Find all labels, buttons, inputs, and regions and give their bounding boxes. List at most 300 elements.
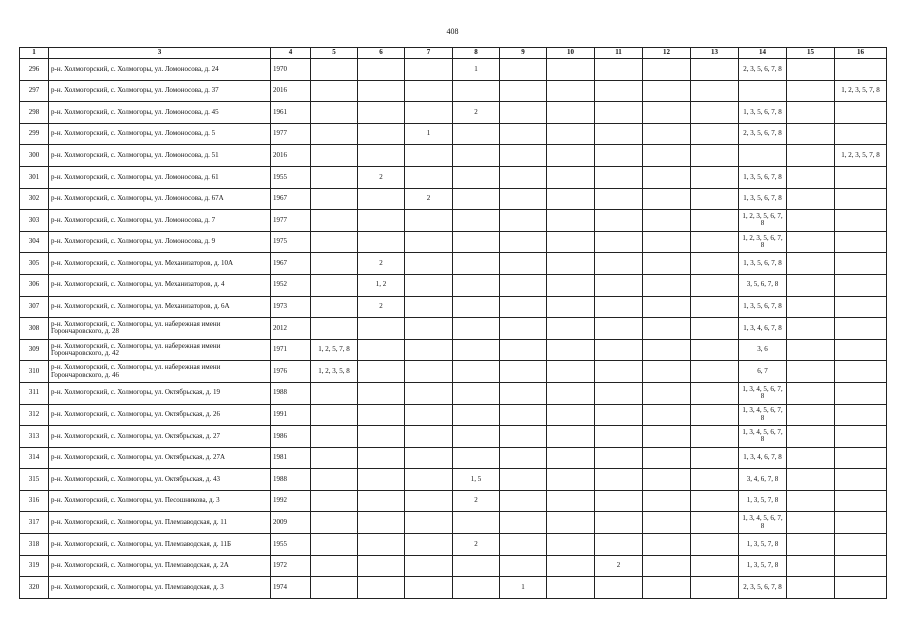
column-5-cell <box>311 555 358 577</box>
column-7-cell: 2 <box>405 188 453 210</box>
column-16-cell <box>835 253 887 275</box>
column-10-cell <box>547 577 595 599</box>
column-header: 12 <box>643 48 691 59</box>
column-7-cell <box>405 447 453 469</box>
column-14-cell <box>739 80 787 102</box>
address-cell: р-н. Холмогорский, с. Холмогоры, ул. Ломоносова, д. 45 <box>49 102 271 124</box>
row-number-cell: 310 <box>20 361 49 383</box>
column-5-cell <box>311 102 358 124</box>
column-11-cell <box>595 339 643 361</box>
column-10-cell <box>547 318 595 340</box>
column-11-cell <box>595 382 643 404</box>
address-cell: р-н. Холмогорский, с. Холмогоры, ул. Песошникова, д. 3 <box>49 490 271 512</box>
column-14-cell: 1, 2, 3, 5, 6, 7, 8 <box>739 210 787 232</box>
column-6-cell <box>358 318 405 340</box>
column-9-cell <box>500 447 547 469</box>
column-header: 16 <box>835 48 887 59</box>
address-cell: р-н. Холмогорский, с. Холмогоры, ул. Племзаводская, д. 2А <box>49 555 271 577</box>
column-10-cell <box>547 361 595 383</box>
column-12-cell <box>643 318 691 340</box>
column-7-cell <box>405 339 453 361</box>
column-15-cell <box>787 210 835 232</box>
column-13-cell <box>691 555 739 577</box>
column-8-cell <box>453 188 500 210</box>
column-11-cell <box>595 296 643 318</box>
address-cell: р-н. Холмогорский, с. Холмогоры, ул. Племзаводская, д. 11Б <box>49 534 271 556</box>
column-15-cell <box>787 253 835 275</box>
column-15-cell <box>787 102 835 124</box>
row-number-cell: 304 <box>20 231 49 253</box>
column-5-cell <box>311 512 358 534</box>
table-row <box>20 166 887 188</box>
row-number-cell: 309 <box>20 339 49 361</box>
column-12-cell <box>643 339 691 361</box>
column-5-cell <box>311 404 358 426</box>
column-12-cell <box>643 490 691 512</box>
column-16-cell: 1, 2, 3, 5, 7, 8 <box>835 80 887 102</box>
column-10-cell <box>547 123 595 145</box>
column-13-cell <box>691 534 739 556</box>
column-5-cell <box>311 253 358 275</box>
address-cell: р-н. Холмогорский, с. Холмогоры, ул. Ломоносова, д. 51 <box>49 145 271 167</box>
table-row <box>20 447 887 469</box>
table-row <box>20 102 887 124</box>
column-13-cell <box>691 512 739 534</box>
table-row <box>20 534 887 556</box>
column-8-cell <box>453 318 500 340</box>
column-6-cell <box>358 512 405 534</box>
column-14-cell: 1, 3, 4, 5, 6, 7, 8 <box>739 382 787 404</box>
column-8-cell <box>453 274 500 296</box>
column-13-cell <box>691 426 739 448</box>
row-number-cell: 312 <box>20 404 49 426</box>
column-5-cell <box>311 296 358 318</box>
column-12-cell <box>643 253 691 275</box>
column-6-cell <box>358 145 405 167</box>
header-row <box>20 48 887 59</box>
column-9-cell <box>500 534 547 556</box>
year-cell: 1955 <box>271 166 311 188</box>
row-number-cell: 303 <box>20 210 49 232</box>
column-15-cell <box>787 404 835 426</box>
column-15-cell <box>787 274 835 296</box>
column-10-cell <box>547 404 595 426</box>
column-14-cell: 1, 3, 5, 6, 7, 8 <box>739 253 787 275</box>
column-13-cell <box>691 490 739 512</box>
column-10-cell <box>547 426 595 448</box>
column-7-cell <box>405 296 453 318</box>
column-5-cell <box>311 145 358 167</box>
column-10-cell <box>547 102 595 124</box>
column-13-cell <box>691 80 739 102</box>
column-13-cell <box>691 447 739 469</box>
column-9-cell <box>500 231 547 253</box>
column-14-cell: 2, 3, 5, 6, 7, 8 <box>739 123 787 145</box>
table-row <box>20 361 887 383</box>
column-16-cell <box>835 188 887 210</box>
column-11-cell <box>595 123 643 145</box>
column-6-cell <box>358 188 405 210</box>
year-cell: 1986 <box>271 426 311 448</box>
column-12-cell <box>643 145 691 167</box>
column-14-cell: 3, 6 <box>739 339 787 361</box>
column-13-cell <box>691 123 739 145</box>
year-cell: 2016 <box>271 80 311 102</box>
column-7-cell <box>405 80 453 102</box>
column-14-cell: 1, 3, 4, 5, 6, 7, 8 <box>739 426 787 448</box>
page-number: 408 <box>446 27 459 36</box>
column-15-cell <box>787 490 835 512</box>
column-6-cell <box>358 59 405 81</box>
column-8-cell <box>453 555 500 577</box>
table-row <box>20 577 887 599</box>
column-10-cell <box>547 59 595 81</box>
column-8-cell <box>453 123 500 145</box>
column-13-cell <box>691 166 739 188</box>
address-cell: р-н. Холмогорский, с. Холмогоры, ул. Ломоносова, д. 24 <box>49 59 271 81</box>
column-15-cell <box>787 318 835 340</box>
column-15-cell <box>787 426 835 448</box>
column-8-cell <box>453 361 500 383</box>
table-row <box>20 80 887 102</box>
column-9-cell <box>500 102 547 124</box>
column-14-cell: 1, 3, 5, 6, 7, 8 <box>739 166 787 188</box>
column-16-cell <box>835 318 887 340</box>
address-cell: р-н. Холмогорский, с. Холмогоры, ул. Ломоносова, д. 9 <box>49 231 271 253</box>
column-12-cell <box>643 426 691 448</box>
column-6-cell <box>358 382 405 404</box>
column-9-cell <box>500 512 547 534</box>
column-6-cell <box>358 490 405 512</box>
column-13-cell <box>691 577 739 599</box>
column-16-cell <box>835 339 887 361</box>
column-14-cell: 1, 3, 5, 6, 7, 8 <box>739 296 787 318</box>
column-6-cell <box>358 339 405 361</box>
column-11-cell <box>595 274 643 296</box>
column-15-cell <box>787 469 835 491</box>
column-16-cell <box>835 382 887 404</box>
column-6-cell <box>358 577 405 599</box>
column-15-cell <box>787 296 835 318</box>
column-5-cell <box>311 382 358 404</box>
year-cell: 2012 <box>271 318 311 340</box>
column-15-cell <box>787 145 835 167</box>
year-cell: 1955 <box>271 534 311 556</box>
column-7-cell <box>405 166 453 188</box>
column-12-cell <box>643 123 691 145</box>
column-16-cell <box>835 512 887 534</box>
column-16-cell: 1, 2, 3, 5, 7, 8 <box>835 145 887 167</box>
row-number-cell: 300 <box>20 145 49 167</box>
column-7-cell <box>405 490 453 512</box>
column-15-cell <box>787 123 835 145</box>
column-15-cell <box>787 512 835 534</box>
column-8-cell: 2 <box>453 534 500 556</box>
column-12-cell <box>643 404 691 426</box>
address-cell: р-н. Холмогорский, с. Холмогоры, ул. Октябрьская, д. 26 <box>49 404 271 426</box>
year-cell: 1973 <box>271 296 311 318</box>
address-cell: р-н. Холмогорский, с. Холмогоры, ул. Механизаторов, д. 6А <box>49 296 271 318</box>
column-9-cell <box>500 210 547 232</box>
row-number-cell: 298 <box>20 102 49 124</box>
column-10-cell <box>547 534 595 556</box>
column-13-cell <box>691 274 739 296</box>
column-6-cell <box>358 210 405 232</box>
column-15-cell <box>787 166 835 188</box>
column-13-cell <box>691 469 739 491</box>
column-7-cell <box>405 145 453 167</box>
year-cell: 1961 <box>271 102 311 124</box>
address-cell: р-н. Холмогорский, с. Холмогоры, ул. Ломоносова, д. 37 <box>49 80 271 102</box>
column-6-cell <box>358 426 405 448</box>
column-14-cell: 1, 3, 4, 5, 6, 7, 8 <box>739 404 787 426</box>
address-cell: р-н. Холмогорский, с. Холмогоры, ул. набережная имени Горончаровского, д. 28 <box>49 318 271 340</box>
column-6-cell <box>358 534 405 556</box>
year-cell: 2009 <box>271 512 311 534</box>
column-11-cell <box>595 253 643 275</box>
column-8-cell <box>453 382 500 404</box>
column-7-cell <box>405 512 453 534</box>
column-11-cell <box>595 318 643 340</box>
housing-table <box>19 47 887 599</box>
column-9-cell <box>500 426 547 448</box>
address-cell: р-н. Холмогорский, с. Холмогоры, ул. Механизаторов, д. 10А <box>49 253 271 275</box>
column-6-cell <box>358 404 405 426</box>
column-16-cell <box>835 534 887 556</box>
address-cell: р-н. Холмогорский, с. Холмогоры, ул. Октябрьская, д. 27А <box>49 447 271 469</box>
column-13-cell <box>691 145 739 167</box>
column-14-cell: 3, 4, 6, 7, 8 <box>739 469 787 491</box>
column-10-cell <box>547 296 595 318</box>
column-16-cell <box>835 231 887 253</box>
column-7-cell <box>405 59 453 81</box>
column-16-cell <box>835 166 887 188</box>
column-12-cell <box>643 361 691 383</box>
column-10-cell <box>547 253 595 275</box>
address-cell: р-н. Холмогорский, с. Холмогоры, ул. Ломоносова, д. 67А <box>49 188 271 210</box>
table-row <box>20 382 887 404</box>
table-row <box>20 231 887 253</box>
row-number-cell: 301 <box>20 166 49 188</box>
address-cell: р-н. Холмогорский, с. Холмогоры, ул. набережная имени Горончаровского, д. 42 <box>49 339 271 361</box>
column-16-cell <box>835 59 887 81</box>
year-cell: 1976 <box>271 361 311 383</box>
table-row <box>20 274 887 296</box>
column-10-cell <box>547 490 595 512</box>
column-11-cell <box>595 188 643 210</box>
column-11-cell <box>595 490 643 512</box>
address-cell: р-н. Холмогорский, с. Холмогоры, ул. Племзаводская, д. 3 <box>49 577 271 599</box>
column-10-cell <box>547 469 595 491</box>
column-5-cell <box>311 188 358 210</box>
column-13-cell <box>691 361 739 383</box>
column-9-cell <box>500 296 547 318</box>
address-cell: р-н. Холмогорский, с. Холмогоры, ул. Октябрьская, д. 19 <box>49 382 271 404</box>
column-13-cell <box>691 231 739 253</box>
column-6-cell: 2 <box>358 166 405 188</box>
column-11-cell <box>595 447 643 469</box>
column-9-cell <box>500 469 547 491</box>
column-9-cell <box>500 361 547 383</box>
row-number-cell: 316 <box>20 490 49 512</box>
year-cell: 1972 <box>271 555 311 577</box>
column-14-cell: 1, 3, 5, 6, 7, 8 <box>739 188 787 210</box>
column-16-cell <box>835 426 887 448</box>
column-9-cell <box>500 166 547 188</box>
year-cell: 1977 <box>271 123 311 145</box>
column-5-cell <box>311 318 358 340</box>
table-row <box>20 339 887 361</box>
column-16-cell <box>835 361 887 383</box>
column-header: 8 <box>453 48 500 59</box>
column-15-cell <box>787 577 835 599</box>
row-number-cell: 320 <box>20 577 49 599</box>
column-15-cell <box>787 188 835 210</box>
column-7-cell <box>405 253 453 275</box>
column-header: 3 <box>49 48 271 59</box>
column-7-cell <box>405 469 453 491</box>
column-12-cell <box>643 512 691 534</box>
column-12-cell <box>643 210 691 232</box>
year-cell: 1967 <box>271 188 311 210</box>
column-header: 7 <box>405 48 453 59</box>
column-7-cell <box>405 404 453 426</box>
column-10-cell <box>547 512 595 534</box>
column-header: 5 <box>311 48 358 59</box>
column-7-cell: 1 <box>405 123 453 145</box>
column-6-cell <box>358 102 405 124</box>
table-row <box>20 318 887 340</box>
column-13-cell <box>691 188 739 210</box>
column-10-cell <box>547 80 595 102</box>
table-row <box>20 426 887 448</box>
table-body <box>20 59 887 599</box>
column-8-cell <box>453 577 500 599</box>
column-9-cell <box>500 59 547 81</box>
column-7-cell <box>405 361 453 383</box>
column-header: 6 <box>358 48 405 59</box>
column-14-cell: 1, 3, 5, 7, 8 <box>739 490 787 512</box>
year-cell: 1967 <box>271 253 311 275</box>
column-11-cell <box>595 166 643 188</box>
column-9-cell <box>500 555 547 577</box>
column-header: 11 <box>595 48 643 59</box>
column-5-cell <box>311 577 358 599</box>
column-8-cell: 2 <box>453 490 500 512</box>
table-row <box>20 404 887 426</box>
column-13-cell <box>691 210 739 232</box>
column-7-cell <box>405 210 453 232</box>
column-12-cell <box>643 577 691 599</box>
column-8-cell <box>453 166 500 188</box>
column-11-cell <box>595 210 643 232</box>
column-10-cell <box>547 231 595 253</box>
column-9-cell <box>500 123 547 145</box>
year-cell: 1970 <box>271 59 311 81</box>
column-14-cell: 2, 3, 5, 6, 7, 8 <box>739 577 787 599</box>
column-6-cell <box>358 469 405 491</box>
row-number-cell: 306 <box>20 274 49 296</box>
row-number-cell: 302 <box>20 188 49 210</box>
year-cell: 2016 <box>271 145 311 167</box>
column-5-cell <box>311 426 358 448</box>
column-13-cell <box>691 404 739 426</box>
column-8-cell: 1 <box>453 59 500 81</box>
column-11-cell <box>595 102 643 124</box>
column-12-cell <box>643 555 691 577</box>
column-10-cell <box>547 145 595 167</box>
column-10-cell <box>547 274 595 296</box>
column-12-cell <box>643 166 691 188</box>
column-14-cell: 1, 2, 3, 5, 6, 7, 8 <box>739 231 787 253</box>
column-10-cell <box>547 555 595 577</box>
column-16-cell <box>835 274 887 296</box>
column-12-cell <box>643 274 691 296</box>
column-9-cell <box>500 145 547 167</box>
column-12-cell <box>643 80 691 102</box>
address-cell: р-н. Холмогорский, с. Холмогоры, ул. Ломоносова, д. 61 <box>49 166 271 188</box>
column-16-cell <box>835 296 887 318</box>
column-8-cell <box>453 253 500 275</box>
table-row <box>20 210 887 232</box>
column-15-cell <box>787 339 835 361</box>
table-row <box>20 512 887 534</box>
column-16-cell <box>835 102 887 124</box>
row-number-cell: 318 <box>20 534 49 556</box>
year-cell: 1992 <box>271 490 311 512</box>
year-cell: 1988 <box>271 469 311 491</box>
column-9-cell <box>500 274 547 296</box>
column-15-cell <box>787 59 835 81</box>
table-row <box>20 59 887 81</box>
row-number-cell: 307 <box>20 296 49 318</box>
column-11-cell <box>595 469 643 491</box>
column-12-cell <box>643 469 691 491</box>
column-6-cell: 2 <box>358 296 405 318</box>
column-8-cell <box>453 426 500 448</box>
column-11-cell <box>595 145 643 167</box>
column-5-cell <box>311 59 358 81</box>
column-10-cell <box>547 210 595 232</box>
column-5-cell <box>311 490 358 512</box>
column-9-cell <box>500 80 547 102</box>
column-header: 14 <box>739 48 787 59</box>
row-number-cell: 313 <box>20 426 49 448</box>
column-14-cell <box>739 145 787 167</box>
row-number-cell: 317 <box>20 512 49 534</box>
column-7-cell <box>405 382 453 404</box>
column-11-cell <box>595 534 643 556</box>
column-7-cell <box>405 534 453 556</box>
column-16-cell <box>835 469 887 491</box>
column-16-cell <box>835 490 887 512</box>
column-11-cell <box>595 404 643 426</box>
column-7-cell <box>405 102 453 124</box>
column-header: 13 <box>691 48 739 59</box>
column-10-cell <box>547 339 595 361</box>
year-cell: 1974 <box>271 577 311 599</box>
address-cell: р-н. Холмогорский, с. Холмогоры, ул. Ломоносова, д. 7 <box>49 210 271 232</box>
column-15-cell <box>787 382 835 404</box>
column-14-cell: 1, 3, 4, 5, 6, 7, 8 <box>739 512 787 534</box>
column-13-cell <box>691 102 739 124</box>
column-16-cell <box>835 447 887 469</box>
column-8-cell: 1, 5 <box>453 469 500 491</box>
row-number-cell: 296 <box>20 59 49 81</box>
column-12-cell <box>643 296 691 318</box>
address-cell: р-н. Холмогорский, с. Холмогоры, ул. набережная имени Горончаровского, д. 46 <box>49 361 271 383</box>
column-15-cell <box>787 80 835 102</box>
